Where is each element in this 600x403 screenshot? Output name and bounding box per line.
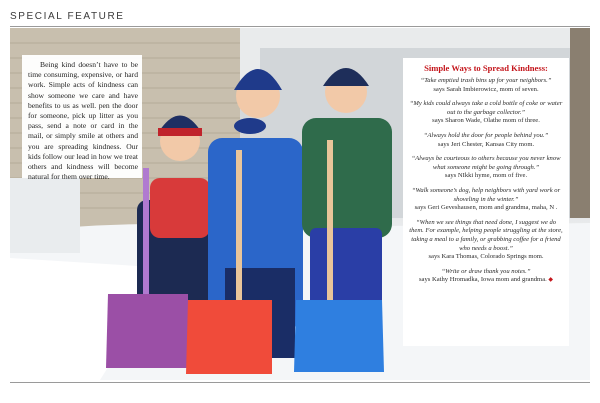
tip-attribution: says Kara Thomas, Colorado Springs mom. xyxy=(428,253,544,261)
tip-quote: “Walk someone’s dog, help neighbors with yard work or shoveling in the winter.” xyxy=(411,186,561,203)
tip-item xyxy=(409,219,563,262)
tree-trunk xyxy=(570,28,590,218)
tip-attribution: says Jeri Chester, Kansas City mom. xyxy=(437,140,535,148)
tip-attribution: says NIkki hyme, mom of five. xyxy=(444,172,528,180)
tips-title: Simple Ways to Spread Kindness: xyxy=(424,63,548,73)
tip-item xyxy=(409,77,563,94)
tip-quote: “Write or draw thank you notes.” xyxy=(441,267,531,275)
tip-attribution: says Sarah Imbierowicz, mom of seven. xyxy=(433,85,539,93)
tip-item xyxy=(409,268,563,285)
footer-divider xyxy=(10,382,590,383)
intro-paragraph: Being kind doesn’t have to be time consuming, expensive, or hard work. Simple acts of kindness can show someone we care and have benefits to us as well. pen the door for someone, pick up litter as you pass, send a note or card in the mail, or simply smile at others and you are spreading kindness. Our kids follow our lead in how we treat others and kindness will become natural for them over time. xyxy=(28,60,138,182)
page-header xyxy=(0,0,600,28)
tip-attribution: says Geri Geveshausen, mom and grandma, maha, N . xyxy=(414,204,558,212)
tip-quote: “Take emptied trash bins up for your neighbors.” xyxy=(420,77,552,84)
snowy-bushes xyxy=(10,178,80,253)
tip-item xyxy=(409,155,563,181)
section-label: SPECIAL FEATURE xyxy=(10,11,125,22)
tip-item xyxy=(409,100,563,126)
kindness-tips-panel xyxy=(403,58,569,346)
tip-quote: “Always be courteous to others because you never know what someone might be going through.” xyxy=(411,155,561,171)
tip-attribution-text: says Kathy Hromadka, Iowa mom and grandma. xyxy=(418,276,547,284)
tip-quote: “When we see things that need done, I suggest we do them. For example, helping people struggling at the store, taking a meal to a family, or grabbing coffee for a friend who needs a boost.” xyxy=(409,218,563,252)
end-mark-icon: ◆ xyxy=(548,277,554,284)
tip-quote: “My kids could always take a cold bottle of coke or water out to the garbage collector.” xyxy=(409,100,563,116)
tip-attribution: says Sharon Wade, Olathe mom of three. xyxy=(432,117,540,125)
tip-item xyxy=(409,132,563,149)
intro-text-box xyxy=(22,55,142,182)
tip-attribution xyxy=(409,276,563,285)
tip-quote: “Always hold the door for people behind you.” xyxy=(423,131,549,139)
header-divider xyxy=(10,26,590,27)
tip-item xyxy=(409,187,563,213)
